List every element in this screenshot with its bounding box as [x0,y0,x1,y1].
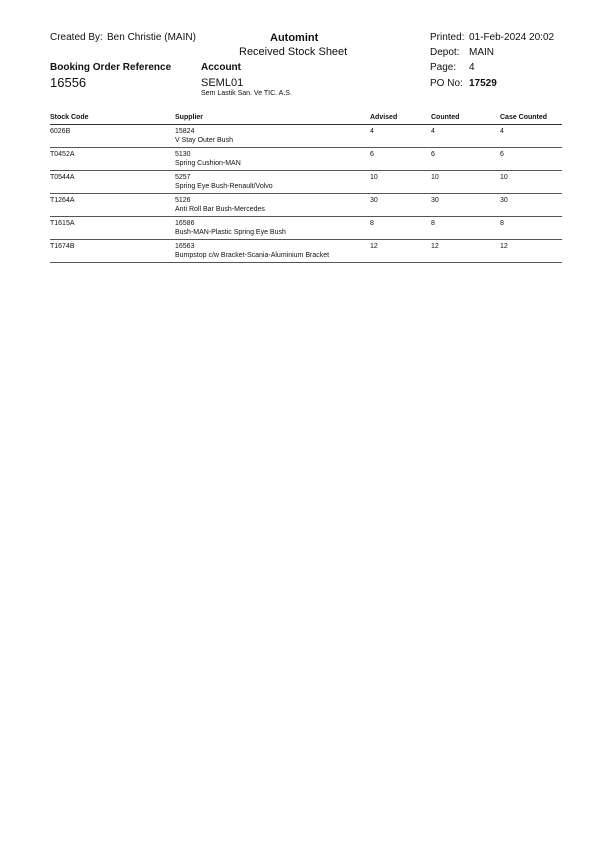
depot-label: Depot: [430,47,460,58]
po-value: 17529 [469,78,497,89]
table-header [50,113,562,125]
case-counted-qty: 6 [500,151,504,158]
account-code: SEML01 [201,77,244,89]
col-stock-code: Stock Code [50,114,89,121]
advised-qty: 10 [370,174,378,181]
booking-reference-label: Booking Order Reference [50,62,172,73]
stock-code: 6026B [50,128,71,135]
counted-qty: 12 [431,243,439,250]
counted-qty: 8 [431,220,435,227]
created-by-label: Created By: [50,32,103,43]
counted-qty: 30 [431,197,439,204]
supplier-code: 5257 [175,174,191,181]
advised-qty: 12 [370,243,378,250]
col-counted: Counted [431,114,460,121]
table-row [50,171,562,194]
document-title: Received Stock Sheet [239,46,348,58]
stock-code: T0544A [50,174,75,181]
stock-code: T0452A [50,151,75,158]
supplier-code: 15824 [175,128,195,135]
stock-table [50,113,562,263]
created-by-value: Ben Christie (MAIN) [107,32,196,43]
case-counted-qty: 8 [500,220,504,227]
counted-qty: 4 [431,128,435,135]
table-row [50,240,562,263]
item-description: Spring Cushion-MAN [175,160,241,167]
po-label: PO No: [430,78,463,89]
counted-qty: 10 [431,174,439,181]
case-counted-qty: 4 [500,128,504,135]
stock-code: T1264A [50,197,75,204]
supplier-code: 5126 [175,197,191,204]
booking-reference-value: 16556 [50,75,87,90]
advised-qty: 4 [370,128,374,135]
case-counted-qty: 12 [500,243,508,250]
case-counted-qty: 30 [500,197,508,204]
counted-qty: 6 [431,151,435,158]
printed-value: 01-Feb-2024 20:02 [469,32,555,43]
col-advised: Advised [370,114,398,121]
supplier-code: 16586 [175,220,195,227]
table-row [50,125,562,148]
stock-code: T1674B [50,243,75,250]
account-label: Account [201,62,241,73]
stock-code: T1615A [50,220,75,227]
printed-label: Printed: [430,32,465,43]
company-name: Automint [270,32,319,44]
advised-qty: 8 [370,220,374,227]
item-description: V Stay Outer Bush [175,137,233,144]
advised-qty: 6 [370,151,374,158]
table-row [50,194,562,217]
item-description: Bush-MAN-Plastic Spring Eye Bush [175,229,286,236]
page-label: Page: [430,62,457,73]
page-value: 4 [469,62,475,73]
supplier-code: 5130 [175,151,191,158]
item-description: Anti Roll Bar Bush-Mercedes [175,206,265,213]
advised-qty: 30 [370,197,378,204]
account-name: Sem Lastik San. Ve TIC. A.S. [201,90,292,97]
item-description: Bumpstop c/w Bracket-Scania-Aluminium Bracket [175,252,330,259]
col-case-counted: Case Counted [500,114,548,121]
depot-value: MAIN [469,47,494,58]
col-supplier: Supplier [175,114,204,121]
table-row [50,217,562,240]
item-description: Spring Eye Bush-Renault/Volvo [175,183,273,190]
case-counted-qty: 10 [500,174,508,181]
supplier-code: 16563 [175,243,195,250]
table-row [50,148,562,171]
